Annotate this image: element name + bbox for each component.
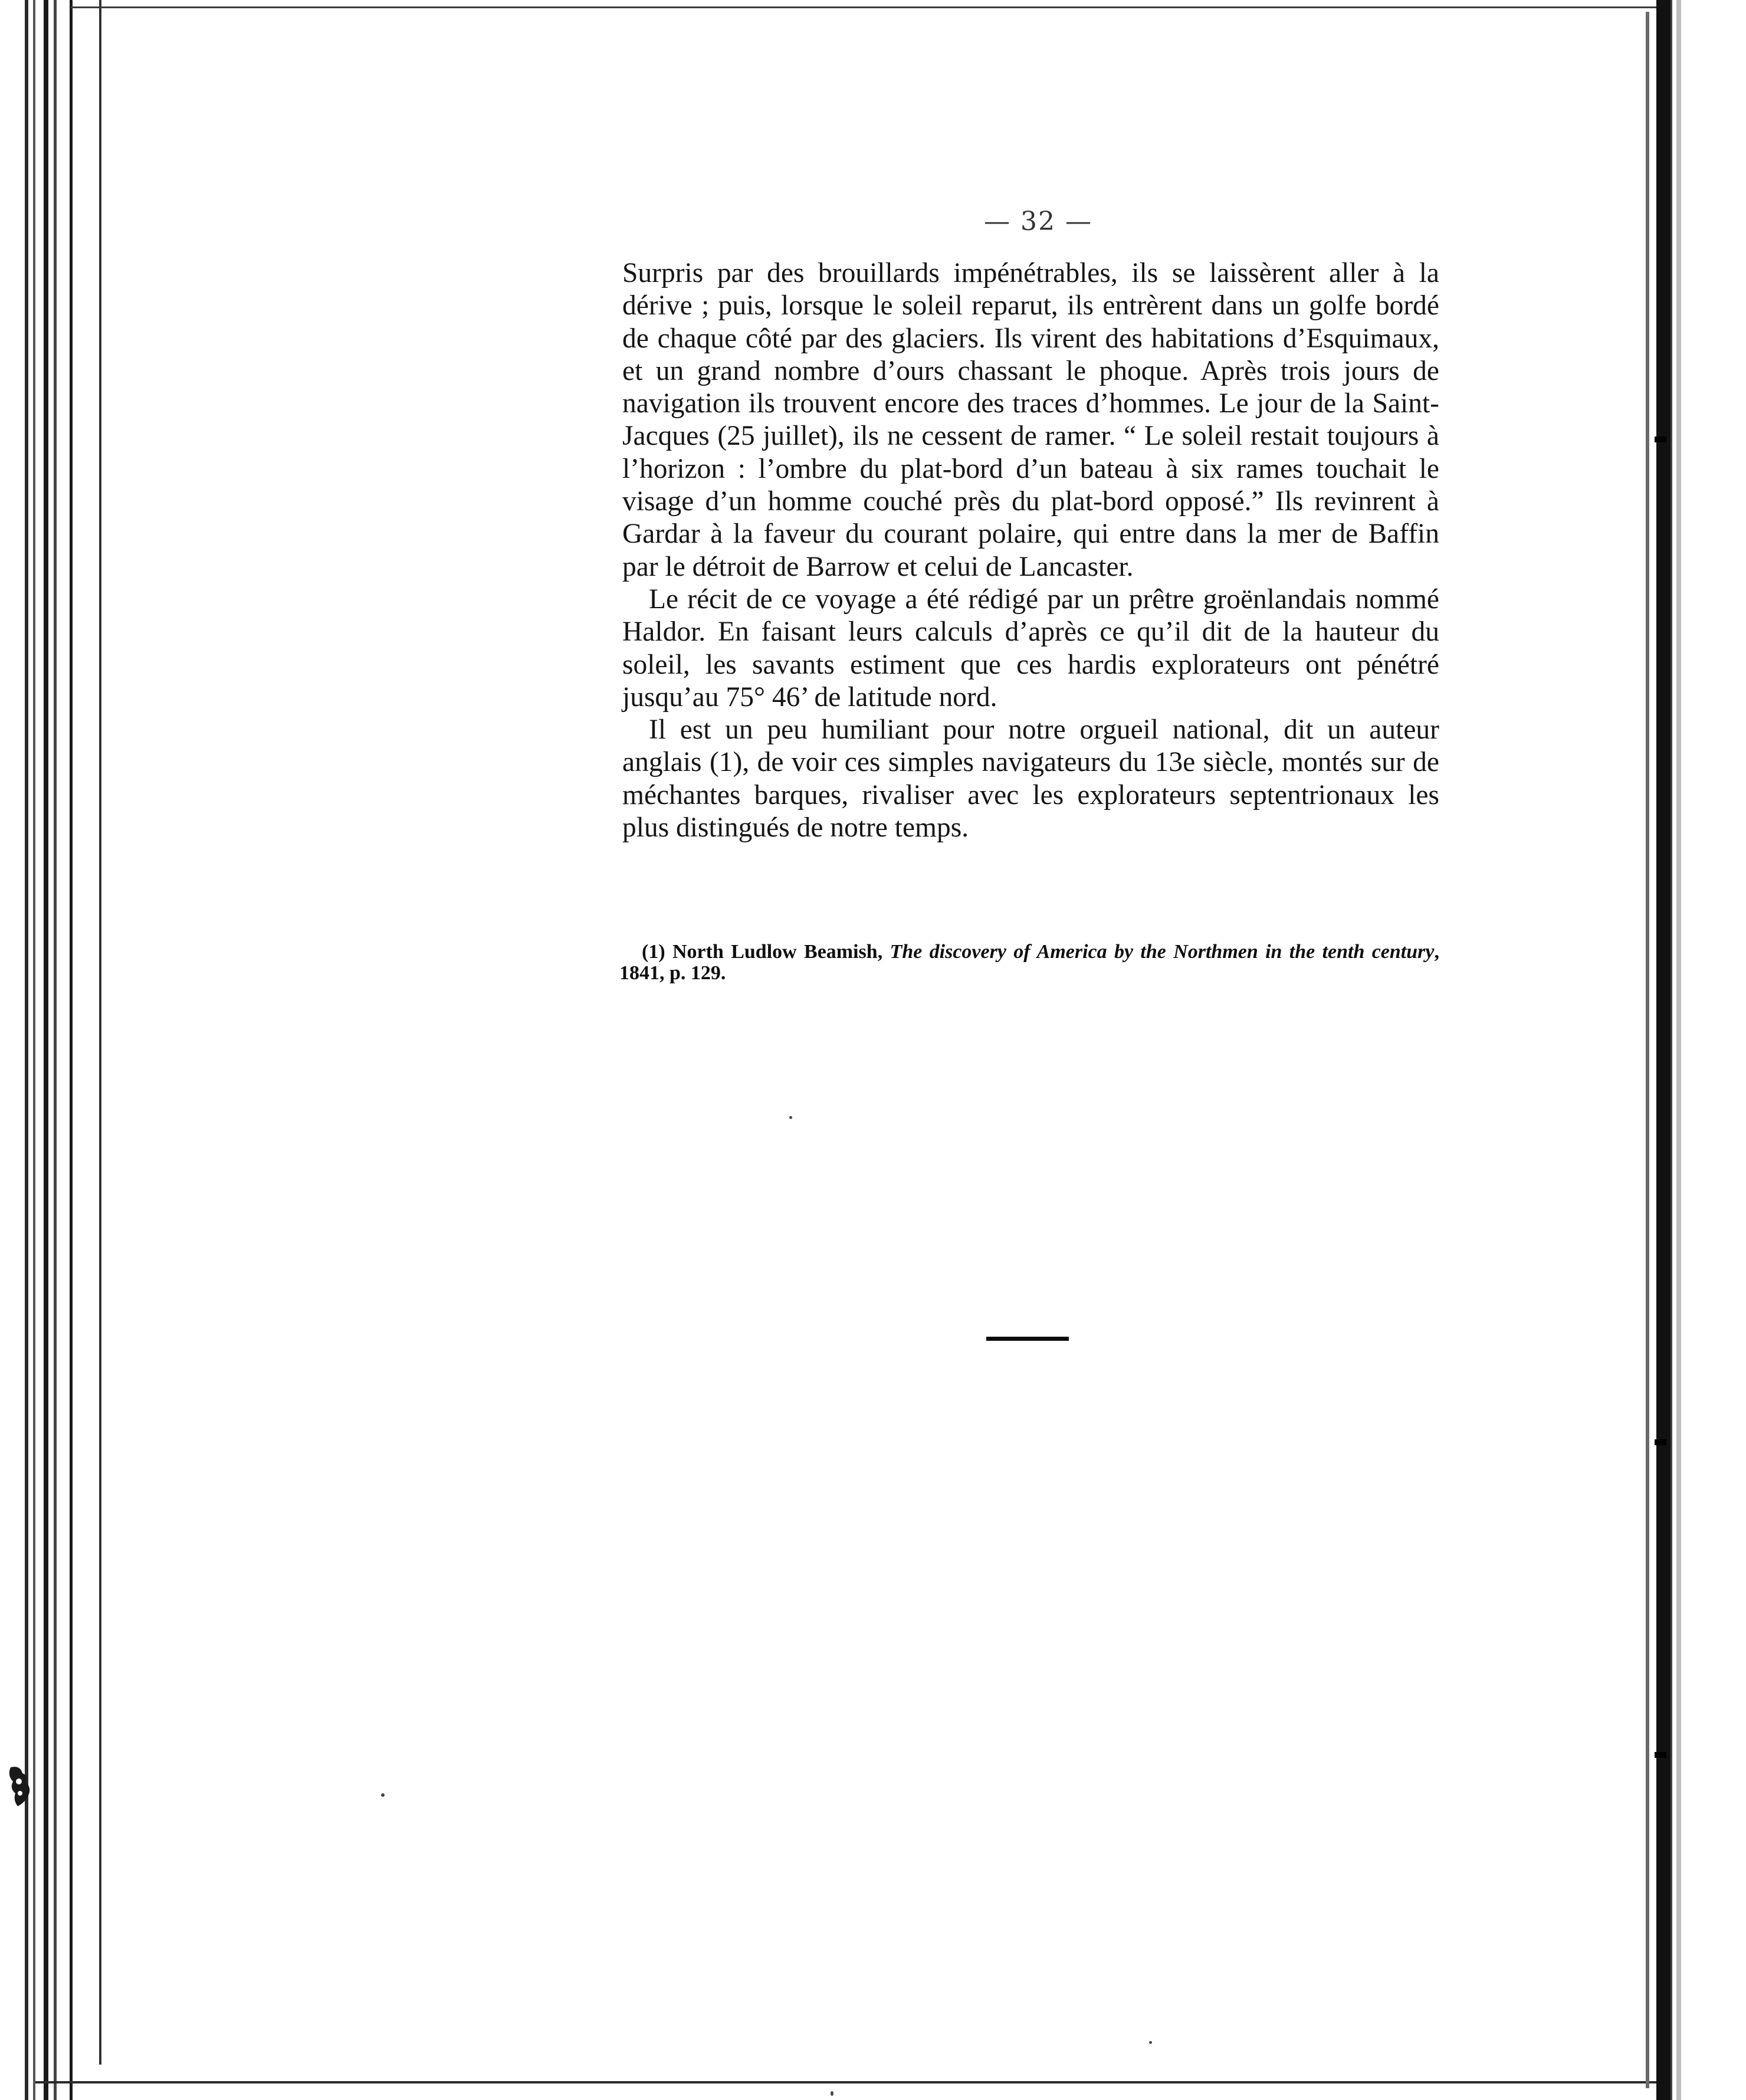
binding-edge-inner [70, 0, 76, 2100]
body-text [622, 257, 1439, 844]
gutter-shadow-line [1646, 12, 1649, 2088]
binding-edge-middle [44, 0, 57, 2100]
footnote-tail: , 1841, p. 129. [619, 941, 1439, 984]
scan-speck [831, 2091, 833, 2096]
gutter-mark [1655, 1439, 1666, 1445]
end-rule [986, 1337, 1069, 1341]
page-fold-line [99, 0, 103, 2065]
scan-speck [1149, 2041, 1152, 2044]
facing-page-edge [1670, 0, 1746, 2100]
paragraph: Le récit de ce voyage a été rédigé par un prêtre groënlandais nommé Haldor. En faisant leurs calculs d’après ce qu’il dit de la hauteur du soleil, les savants estiment que ces hardis explorateurs ont pénétré jusqu’au 75° 46’ de latitude nord. [622, 583, 1439, 713]
scan-speck [789, 1116, 792, 1119]
bottom-page-edge [35, 2081, 1675, 2100]
gutter-mark [1655, 437, 1666, 442]
paragraph: Il est un peu humiliant pour notre orgueil national, dit un auteur anglais (1), de voir ces simples navigateurs du 13e siècle, montés sur de méchantes barques, rivaliser avec les explorateurs septentrionaux les plus distingués de notre temps. [622, 714, 1439, 844]
gutter-dark-band [1656, 0, 1670, 2100]
gutter-mark [1655, 1752, 1666, 1758]
facing-page-shadow [1676, 0, 1681, 2100]
footnote [619, 941, 1439, 984]
top-page-edge [71, 0, 1663, 8]
scan-speck [381, 1793, 385, 1797]
paragraph: Surpris par des brouillards impénétrables, ils se laissèrent aller à la dérive ; puis, lorsque le soleil reparut, ils entrèrent dans un golfe bordé de chaque côté par des glaciers. Ils virent des habitations d’Esquimaux, et un grand nombre d’ours chassant le phoque. Après trois jours de navigation ils trouvent encore des traces d’hommes. Le jour de la Saint-Jacques (25 juillet), ils ne cessent de ramer. “ Le soleil restait toujours à l’horizon : l’ombre du plat-bord d’un bateau à six rames touchait le visage d’un homme couché près du plat-bord opposé.” Ils revinrent à Gardar à la faveur du courant polaire, qui entre dans la mer de Baffin par le détroit de Barrow et celui de Lancaster. [622, 258, 1439, 582]
footnote-lead: (1) North Ludlow Beamish, [642, 941, 890, 963]
stamp-mark-icon [5, 1764, 35, 1811]
page-number: — 32 — [984, 206, 1092, 237]
footnote-title: The discovery of America by the Northmen in the tenth century [890, 941, 1435, 963]
